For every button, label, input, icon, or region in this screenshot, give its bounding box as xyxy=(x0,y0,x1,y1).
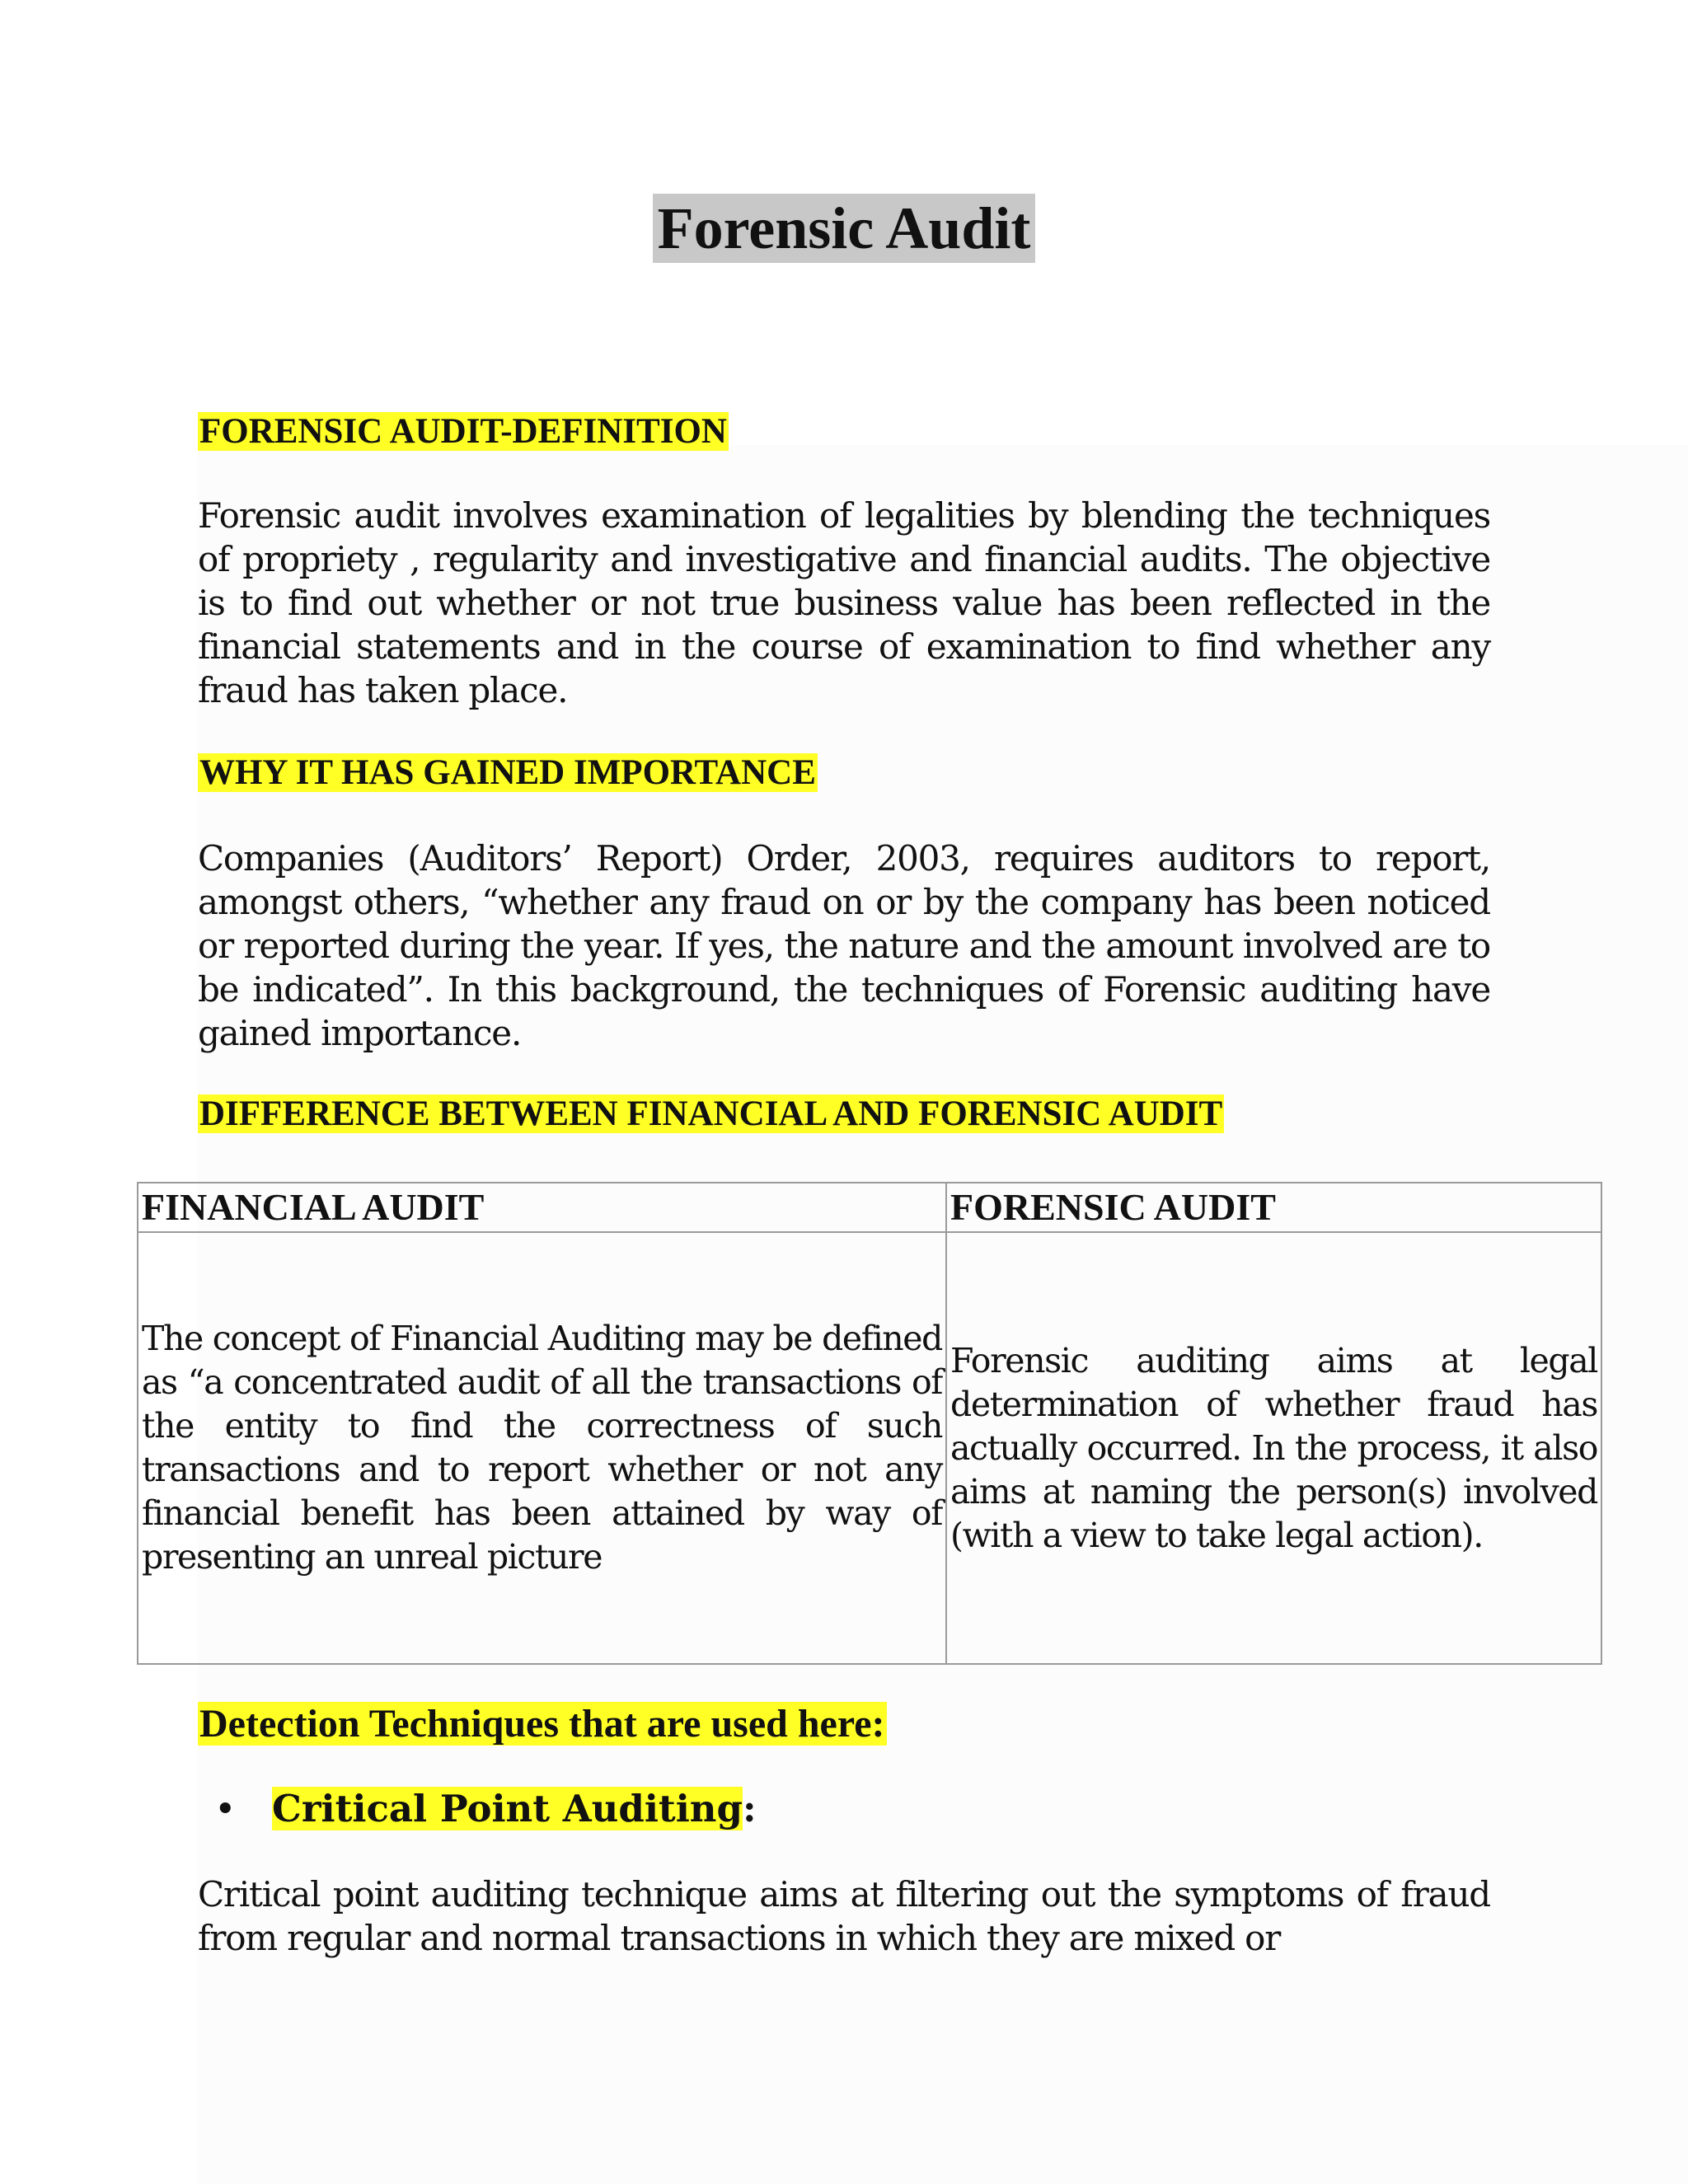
section-heading-definition-text: FORENSIC AUDIT-DEFINITION xyxy=(199,412,727,451)
table-cell-forensic: Forensic auditing aims at legal determination of whether fraud has actually occurred. In the process, it also aims at naming the person(s) involved (with a view to take legal action). xyxy=(946,1232,1601,1664)
table-header-financial: FINANCIAL AUDIT xyxy=(138,1183,946,1232)
section-heading-difference-text: DIFFERENCE BETWEEN FINANCIAL AND FORENSIC AUDIT xyxy=(199,1094,1223,1133)
list-item-suffix: : xyxy=(742,1787,757,1830)
section-body-importance: Companies (Auditors’ Report) Order, 2003, requires auditors to report, amongst others, “whether any fraud on or by the company has been noticed or reported during the year. If yes, the nature and the amount involved are to be indicated”. In this background, the techniques of Forensic auditing have gained importance. xyxy=(198,838,1490,1053)
section-heading-importance xyxy=(198,753,818,792)
section-heading-importance-text: WHY IT HAS GAINED IMPORTANCE xyxy=(199,753,816,792)
section-heading-definition xyxy=(198,412,729,451)
list-item-label: Critical Point Auditing xyxy=(272,1787,743,1830)
section-heading-difference xyxy=(198,1094,1224,1133)
bullet-icon: • xyxy=(214,1787,237,1830)
table-header-row xyxy=(138,1183,1601,1232)
section-heading-techniques-text: Detection Techniques that are used here: xyxy=(199,1702,885,1746)
document-title-text: Forensic Audit xyxy=(653,194,1036,263)
document-title xyxy=(0,196,1688,261)
list-item xyxy=(214,1787,757,1830)
table-header-forensic: FORENSIC AUDIT xyxy=(946,1183,1601,1232)
techniques-body: Critical point auditing technique aims at filtering out the symptoms of fraud from regular and normal transactions in which they are mixed or xyxy=(198,1874,1490,1958)
table-row xyxy=(138,1232,1601,1664)
comparison-table xyxy=(137,1182,1602,1665)
section-body-definition: Forensic audit involves examination of legalities by blending the techniques of propriety , regularity and investigative and financial audits. The objective is to find out whether or not true business value has been reflected in the financial statements and in the course of examination to find whether any fraud has taken place. xyxy=(198,495,1490,710)
section-heading-techniques xyxy=(198,1703,887,1746)
table-cell-financial: The concept of Financial Auditing may be defined as “a concentrated audit of all the transactions of the entity to find the correctness of such transactions and to report whether or not any financial benefit has been attained by way of presenting an unreal picture xyxy=(138,1232,946,1664)
